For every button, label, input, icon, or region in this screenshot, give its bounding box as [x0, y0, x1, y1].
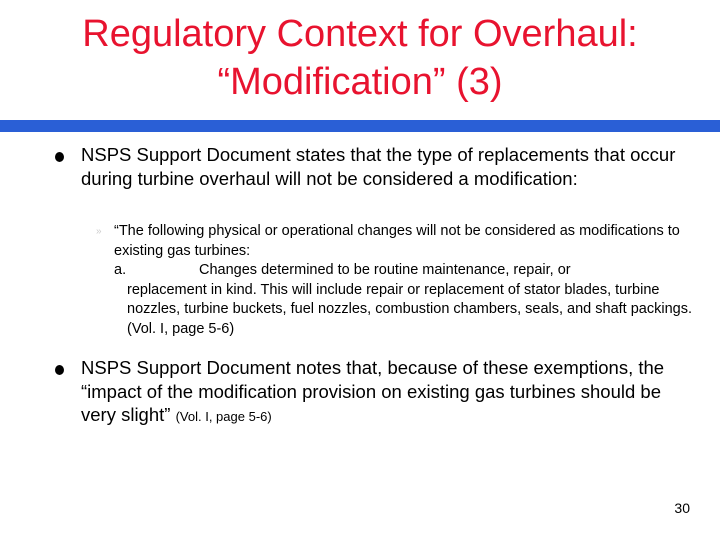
bullet-2-citation: (Vol. I, page 5-6): [175, 409, 272, 424]
slide-title: [20, 10, 700, 106]
bullet-1-text: NSPS Support Document states that the type of replacements that occur during turbine overhaul will not be considered a modification:: [81, 144, 676, 189]
item-letter: a.: [114, 262, 127, 278]
title-divider-bar: [0, 120, 720, 132]
sub-bullet-quote: [114, 222, 694, 339]
bullet-dot-icon: [55, 152, 64, 162]
item-first-line: Changes determined to be routine maintenance, repair, or: [199, 262, 571, 278]
title-line-1: Regulatory Context for Overhaul:: [82, 13, 638, 55]
quote-intro: “The following physical or operational changes will not be considered as modifications to existing gas turbines:: [114, 223, 680, 259]
bullet-dot-icon: [55, 365, 64, 375]
sub-bullet-marker-icon: »: [96, 226, 102, 237]
bullet-2-main: NSPS Support Document notes that, because of these exemptions, the “impact of the modification provision on existing gas turbines should be very slight”: [81, 357, 665, 425]
item-continuation: replacement in kind. This will include repair or replacement of stator blades, turbine nozzles, turbine buckets, fuel nozzles, combustion chambers, seals, and shaft packings. (Vol. I, page 5-6): [127, 281, 692, 337]
page-number: 30: [674, 500, 690, 516]
title-line-2: “Modification” (3): [217, 61, 503, 103]
bullet-2-text: [81, 356, 671, 429]
